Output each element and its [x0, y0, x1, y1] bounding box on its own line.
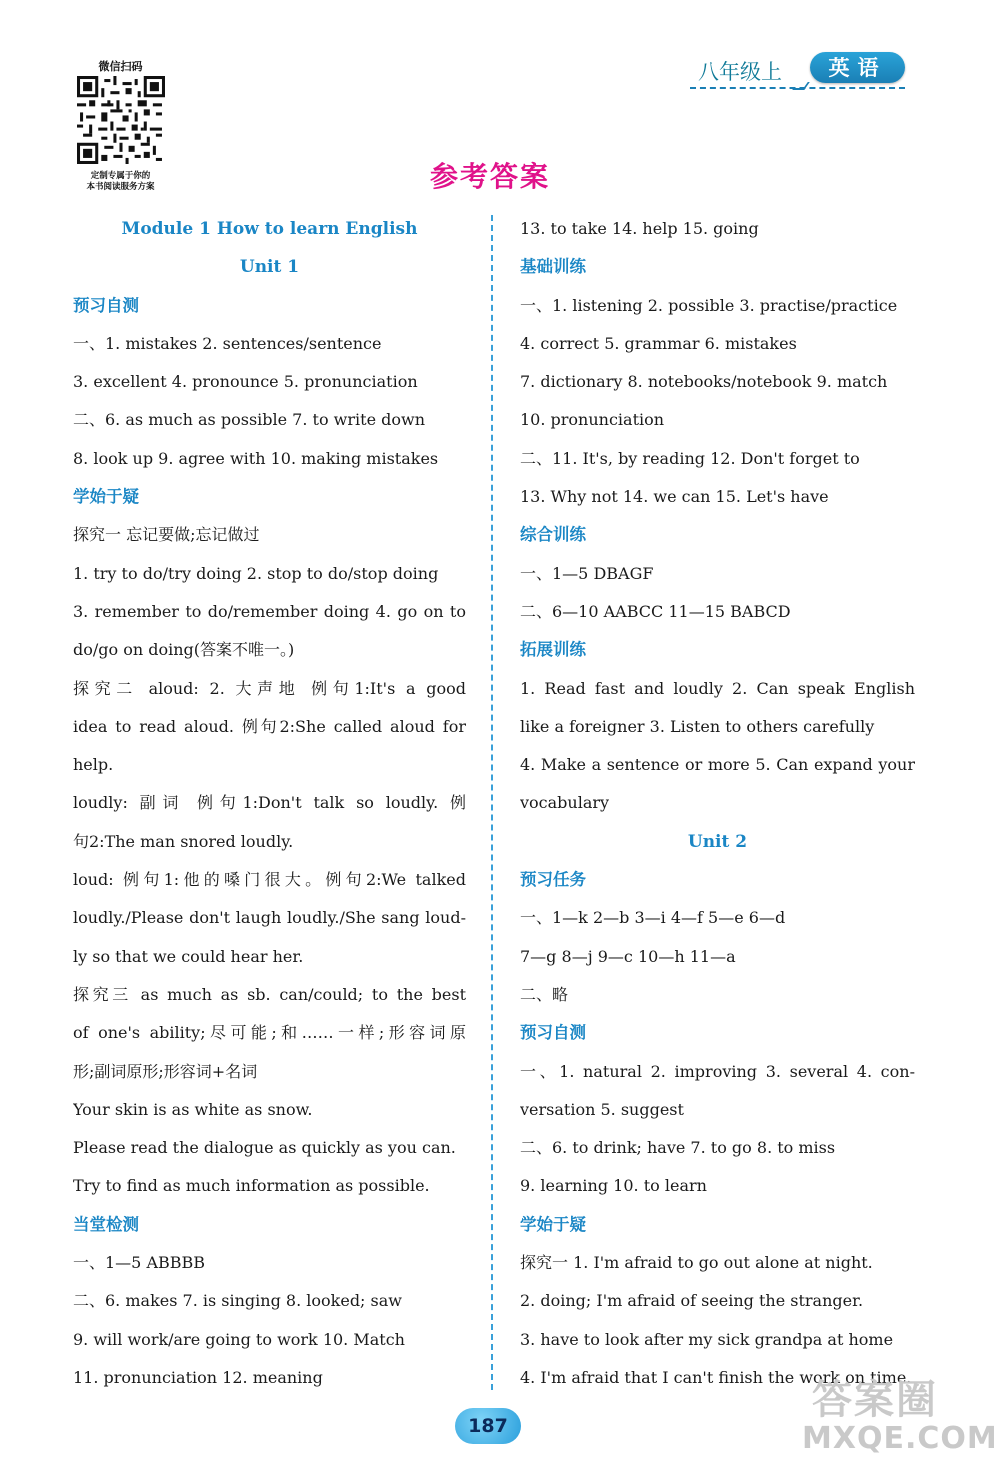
answer-line: 一、1. mistakes 2. sentences/sentence [73, 333, 382, 353]
answer-line: 一、1. natural 2. improving 3. several 4. con- [520, 1061, 915, 1081]
qr-caption-line-2: 本书阅读服务方案 [86, 182, 155, 192]
answer-line: 探究三 as much as sb. can/could; to the best [73, 984, 466, 1004]
answer-line: 9. will work/are going to work 10. Match [73, 1329, 405, 1349]
answer-line: Please read the dialogue as quickly as you can. [73, 1138, 456, 1158]
answer-line: vocabulary [520, 793, 610, 813]
unit-heading: Unit 2 [687, 831, 748, 852]
answer-line: 形;副词原形;形容词+名词 [73, 1061, 258, 1081]
answer-line: 一、1—5 ABBBB [73, 1253, 206, 1273]
answer-line: 3. excellent 4. pronounce 5. pronunciation [73, 372, 418, 392]
answer-line: 二、6. makes 7. is singing 8. looked; saw [73, 1291, 402, 1311]
watermark-top-text: 答案圈 [812, 1377, 938, 1423]
grade-label: 八年级上 [698, 60, 782, 84]
answer-line: 13. to take 14. help 15. going [520, 219, 759, 238]
column-divider [491, 215, 493, 1390]
answer-line: 1. try to do/try doing 2. stop to do/stop doing [73, 563, 439, 583]
answer-line: 10. pronunciation [520, 410, 665, 430]
answer-line: Try to find as much information as possible. [73, 1176, 430, 1196]
answer-line: 1. Read fast and loudly 2. Can speak English [520, 678, 915, 698]
unit-heading: Module 1 How to learn English [121, 219, 418, 239]
answer-line: versation 5. suggest [520, 1099, 684, 1119]
unit-heading: Unit 1 [239, 257, 300, 278]
answer-line: 二、略 [520, 984, 569, 1004]
qr-caption-top: 微信扫码 [98, 60, 143, 73]
answer-line: 7—g 8—j 9—c 10—h 11—a [520, 946, 736, 966]
section-heading: 基础训练 [520, 257, 586, 277]
section-heading: 预习任务 [520, 870, 586, 890]
answer-line: 13. Why not 14. we can 15. Let's have [520, 487, 829, 507]
watermark-bottom-text: MXQE.COM [802, 1421, 998, 1456]
qr-caption-line-1: 定制专属于你的 [90, 171, 151, 181]
answer-line: idea to read aloud. 例句2:She called aloud for [73, 716, 466, 736]
page-title: 参考答案 [429, 160, 550, 193]
section-heading: 拓展训练 [520, 640, 586, 660]
answer-line: 8. look up 9. agree with 10. making mistakes [73, 448, 439, 468]
answer-line: 二、6. as much as possible 7. to write down [73, 410, 426, 430]
answer-line: 7. dictionary 8. notebooks/notebook 9. match [520, 372, 888, 392]
answer-line: 二、6—10 AABCC 11—15 BABCD [520, 601, 791, 621]
answer-line: 二、6. to drink; have 7. to go 8. to miss [520, 1138, 836, 1158]
answer-line: loudly: 副词 例句1:Don't talk so loudly. 例 [73, 793, 466, 813]
answer-line: 4. correct 5. grammar 6. mistakes [520, 333, 797, 353]
answer-line: 4. I'm afraid that I can't finish the work on time. [520, 1367, 912, 1387]
answer-line: ly so that we could hear her. [73, 946, 304, 966]
left-column [73, 210, 466, 1397]
answer-line: 探究二 aloud: 2. 大声地 例句1:It's a good [73, 678, 466, 698]
answer-line: 一、1—k 2—b 3—i 4—f 5—e 6—d [520, 908, 786, 928]
answer-line: 4. Make a sentence or more 5. Can expand your [520, 755, 915, 775]
section-heading: 预习自测 [520, 1023, 586, 1043]
answer-line: 句2:The man snored loudly. [73, 831, 294, 851]
answer-line: 一、1. listening 2. possible 3. practise/practice [520, 295, 898, 315]
answer-line: Your skin is as white as snow. [73, 1099, 313, 1119]
page-number-badge: 187 [455, 1408, 521, 1444]
right-column [520, 210, 915, 1397]
answer-line: 探究一 忘记要做;忘记做过 [73, 525, 260, 545]
answer-line: 3. have to look after my sick grandpa at home [520, 1329, 894, 1349]
answer-line: 9. learning 10. to learn [520, 1176, 707, 1196]
qr-code-image[interactable] [77, 76, 165, 164]
answer-line: 探究一 1. I'm afraid to go out alone at night. [520, 1253, 873, 1273]
answer-line: 一、1—5 DBAGF [520, 563, 654, 583]
answer-line: like a foreigner 3. Listen to others carefully [520, 716, 875, 736]
answer-line: do/go on doing(答案不唯一。) [73, 640, 295, 660]
section-heading: 学始于疑 [73, 487, 139, 507]
answer-line: loud: 例句1:他的嗓门很大。例句2:We talked [73, 870, 466, 890]
section-heading: 学始于疑 [520, 1214, 586, 1234]
section-heading: 当堂检测 [73, 1214, 139, 1234]
answer-line: 3. remember to do/remember doing 4. go on to [73, 601, 466, 621]
answer-line: 2. doing; I'm afraid of seeing the stranger. [520, 1291, 864, 1311]
answer-line: loudly./Please don't laugh loudly./She sang loud- [73, 908, 466, 928]
answer-line: 11. pronunciation 12. meaning [73, 1367, 323, 1387]
watermark-logo [792, 1366, 998, 1461]
answer-line: 二、11. It's, by reading 12. Don't forget to [520, 448, 860, 468]
answer-line: help. [73, 755, 114, 775]
section-heading: 综合训练 [520, 525, 586, 545]
answer-line: of one's ability;尽可能;和……一样;形容词原 [73, 1023, 466, 1043]
section-heading: 预习自测 [73, 295, 139, 315]
header-tag [690, 52, 905, 92]
subject-badge: 英语 [810, 52, 905, 83]
